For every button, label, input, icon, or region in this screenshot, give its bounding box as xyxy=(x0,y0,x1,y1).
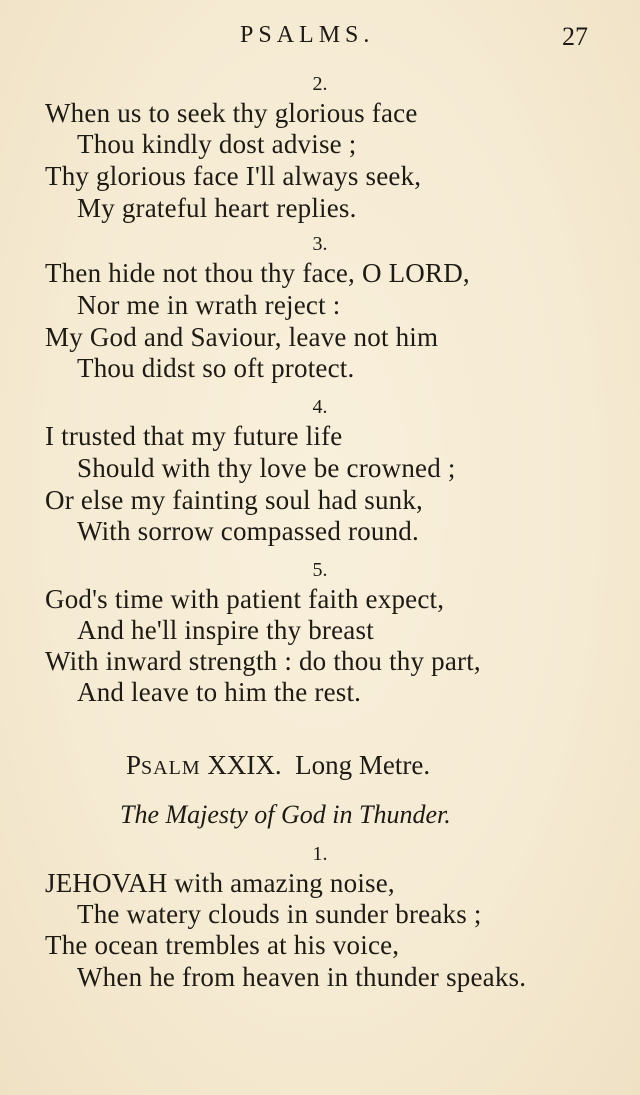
verse-line: The ocean trembles at his voice, xyxy=(45,930,400,960)
page-number: 27 xyxy=(562,22,588,51)
stanza-number: 2. xyxy=(312,73,328,95)
psalm-metre: Long Metre. xyxy=(295,750,431,780)
stanza-number: 5. xyxy=(312,559,328,581)
verse-line: Nor me in wrath reject : xyxy=(77,290,341,320)
verse-line: Should with thy love be crowned ; xyxy=(77,453,456,483)
running-header: PSALMS. xyxy=(240,22,375,48)
psalm-heading-word: SALM xyxy=(141,757,201,779)
verse-line: And leave to him the rest. xyxy=(77,677,362,707)
psalm-heading-initial: P xyxy=(126,750,142,780)
verse-line: JEHOVAH with amazing noise, xyxy=(45,868,395,898)
verse-line: My grateful heart replies. xyxy=(77,193,357,223)
verse-line: God's time with patient faith expect, xyxy=(45,584,445,614)
verse-line: Thou kindly dost advise ; xyxy=(77,129,357,159)
stanza-number: 4. xyxy=(312,396,328,418)
verse-line: My God and Saviour, leave not him xyxy=(45,322,439,352)
verse-line: When he from heaven in thunder speaks. xyxy=(77,962,527,992)
verse-line: And he'll inspire thy breast xyxy=(77,615,374,645)
verse-line: With inward strength : do thou thy part, xyxy=(45,646,481,676)
verse-line: Thy glorious face I'll always seek, xyxy=(45,161,422,191)
psalm-subtitle: The Majesty of God in Thunder. xyxy=(120,800,451,829)
verse-line: The watery clouds in sunder breaks ; xyxy=(77,899,482,929)
psalm-numeral: XXIX. xyxy=(207,750,282,780)
stanza-number: 1. xyxy=(312,843,328,865)
verse-line: When us to seek thy glorious face xyxy=(45,98,418,128)
verse-line: Or else my fainting soul had sunk, xyxy=(45,485,423,515)
verse-line: With sorrow compassed round. xyxy=(77,516,419,546)
psalm-heading xyxy=(126,750,430,781)
stanza-number: 3. xyxy=(312,233,328,255)
verse-line: Thou didst so oft protect. xyxy=(77,353,355,383)
verse-line: Then hide not thou thy face, O LORD, xyxy=(45,258,470,288)
verse-line: I trusted that my future life xyxy=(45,421,343,451)
